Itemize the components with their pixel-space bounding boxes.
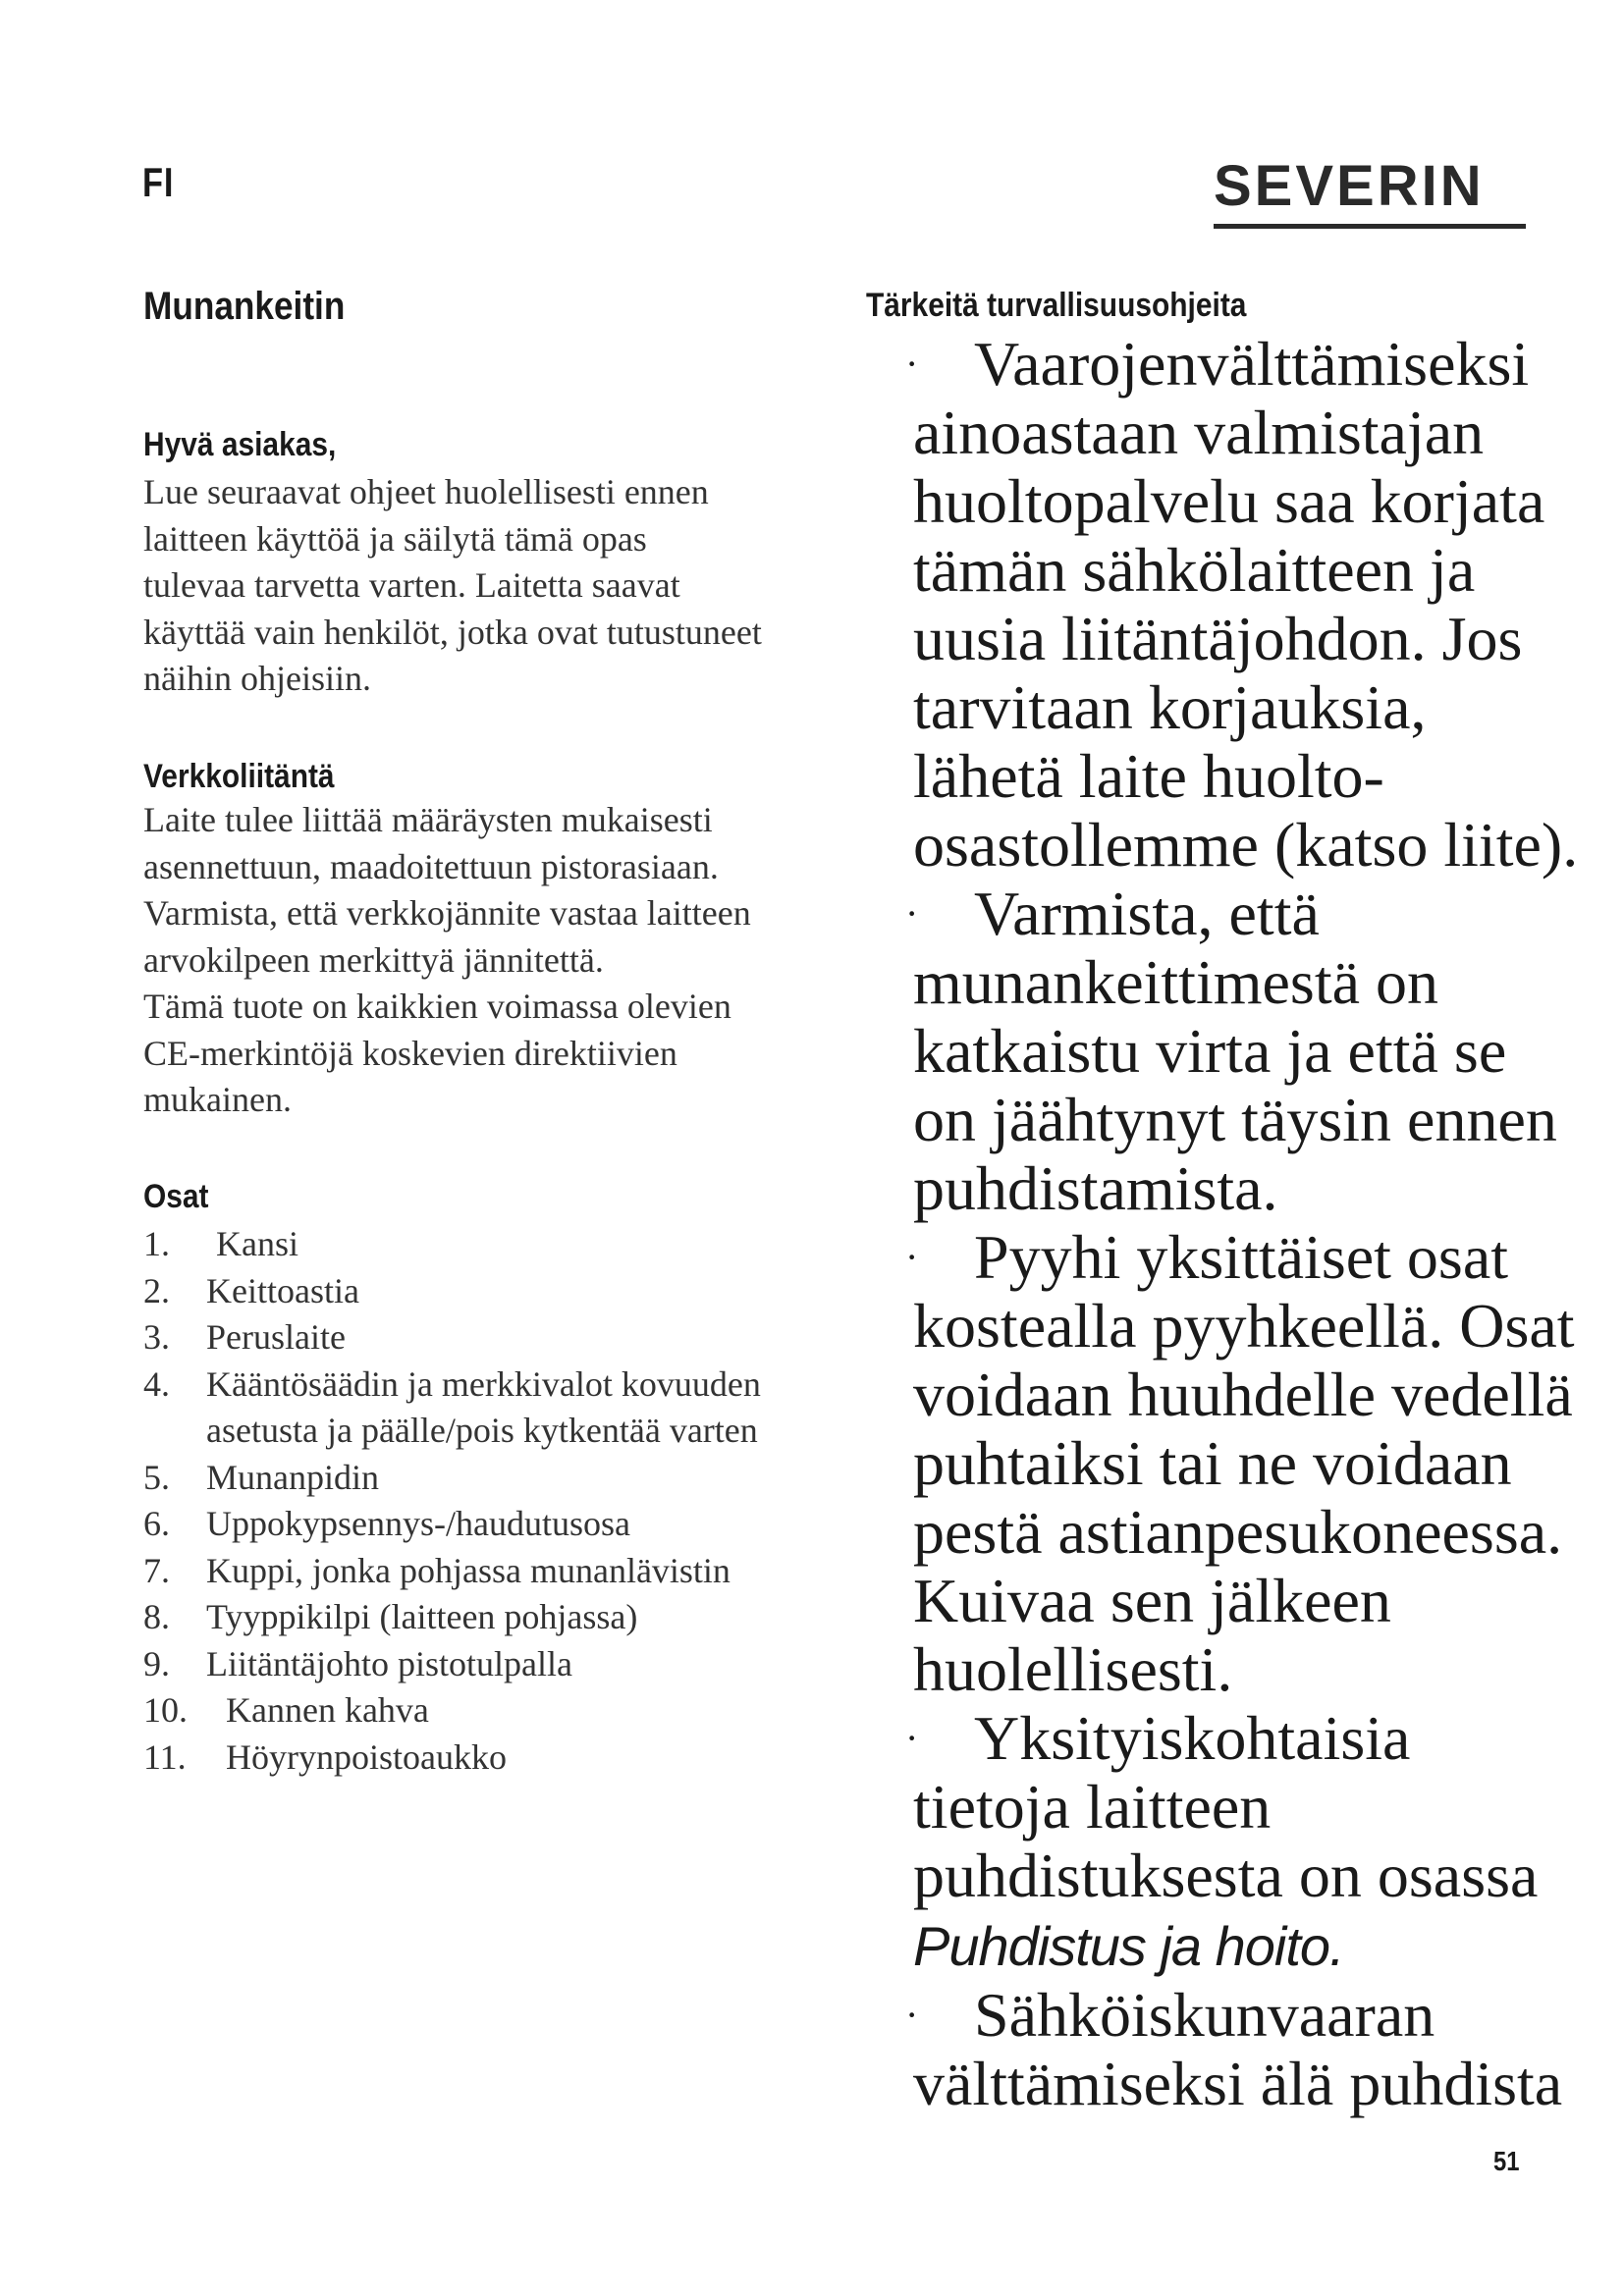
greeting-text: Lue seuraavat ohjeet huolellisesti ennen laitteen käyttöä ja säilytä tämä opas tulevaa tarvetta varten. Laitetta saavat käyttää vain henkilöt, jotka ovat tutustuneet näihin ohjeisiin. bbox=[143, 472, 762, 698]
list-item bbox=[905, 879, 1583, 1223]
item-text: Pyyhi yksittäiset osat kostealla pyyhkeellä. Osat voidaan huuhdelle vedellä puhtaiksi tai ne voidaan pestä astianpesukoneessa. Kuivaa sen jälkeen huolellisesti. bbox=[913, 1222, 1575, 1704]
brand-underline bbox=[1214, 224, 1526, 229]
list-item bbox=[143, 1735, 880, 1782]
item-number: 5. bbox=[143, 1457, 170, 1497]
item-text: Varmista, että munankeittimestä on katkaistu virta ja että se on jäähtynyt täysin ennen puhdistamista. bbox=[913, 879, 1557, 1223]
list-item bbox=[143, 1455, 880, 1502]
item-text: Sähköiskunvaaran välttämiseksi älä puhdista bbox=[913, 1980, 1563, 2118]
item-number: 9. bbox=[143, 1643, 170, 1683]
item-number: 8. bbox=[143, 1597, 170, 1636]
safety-heading: Tärkeitä turvallisuusohjeita bbox=[866, 287, 1247, 324]
item-number: 1. bbox=[143, 1224, 170, 1263]
greeting-heading: Hyvä asiakas, bbox=[143, 426, 337, 463]
item-text: Keittoastia bbox=[206, 1270, 359, 1310]
parts-list bbox=[143, 1221, 880, 1781]
item-text: Vaarojenvälttämiseksi ainoastaan valmistajan huoltopalvelu saa korjata tämän sähkölaitteen ja uusia liitäntäjohdon. Jos tarvitaan korjauksia, lähetä laite huolto-osastollemme (katso liite). bbox=[913, 329, 1579, 880]
page-number: 51 bbox=[1493, 2146, 1520, 2176]
safety-list bbox=[895, 330, 1583, 2118]
brand-logo bbox=[1214, 154, 1528, 229]
item-text: Kääntösäädin ja merkkivalot kovuuden asetusta ja päälle/pois kytkentää varten bbox=[206, 1363, 761, 1450]
bullet-icon: · bbox=[905, 891, 919, 935]
list-item bbox=[143, 1687, 880, 1735]
item-number: 10. bbox=[143, 1690, 188, 1730]
bullet-icon: · bbox=[905, 1993, 919, 2037]
mains-text: Laite tulee liittää määräysten mukaisesti asennettuun, maadoitettuun pistorasiaan. Varmista, että verkkojännite vastaa laitteen arvokilpeen merkittyä jännitettä. Tämä tuote on kaikkien voimassa olevien CE-merkintöjä koskevien direktiivien mukainen. bbox=[143, 800, 751, 1119]
item-text: Uppokypsennys-/haudutusosa bbox=[206, 1504, 630, 1543]
item-text: Kannen kahva bbox=[226, 1690, 429, 1730]
item-text: Tyyppikilpi (laitteen pohjassa) bbox=[206, 1597, 638, 1636]
item-text: Höyrynpoistoaukko bbox=[226, 1736, 507, 1777]
list-item bbox=[905, 1222, 1583, 1704]
item-text: Kansi bbox=[216, 1224, 298, 1263]
item-text: Kuppi, jonka pohjassa munanlävistin bbox=[206, 1550, 731, 1590]
list-item bbox=[143, 1548, 880, 1595]
list-item bbox=[143, 1362, 880, 1455]
parts-heading: Osat bbox=[143, 1178, 209, 1215]
bullet-icon: · bbox=[905, 1716, 919, 1760]
item-number: 7. bbox=[143, 1550, 170, 1590]
list-item bbox=[143, 1594, 880, 1641]
bullet-icon: · bbox=[905, 342, 919, 386]
item-text: Munanpidin bbox=[206, 1457, 379, 1497]
item-text: Yksityiskohtaisia tietoja laitteen puhdistuksesta on osassa bbox=[913, 1703, 1539, 1910]
list-item bbox=[905, 1703, 1583, 1981]
list-item bbox=[143, 1221, 880, 1268]
item-number: 3. bbox=[143, 1317, 170, 1357]
list-item bbox=[143, 1268, 880, 1315]
list-item bbox=[905, 329, 1583, 880]
page-title: Munankeitin bbox=[143, 285, 346, 328]
item-number: 6. bbox=[143, 1504, 170, 1543]
list-item bbox=[143, 1501, 880, 1548]
item-number: 4. bbox=[143, 1363, 170, 1404]
bullet-icon: · bbox=[905, 1235, 919, 1279]
mains-heading: Verkkoliitäntä bbox=[143, 758, 335, 795]
item-text: Peruslaite bbox=[206, 1317, 346, 1357]
language-code: FI bbox=[142, 159, 175, 205]
item-number: 2. bbox=[143, 1270, 170, 1310]
item-number: 11. bbox=[143, 1736, 187, 1777]
list-item bbox=[143, 1314, 880, 1362]
brand-name: SEVERIN bbox=[1214, 154, 1485, 218]
item-text: Liitäntäjohto pistotulpalla bbox=[206, 1643, 572, 1683]
list-item bbox=[143, 1641, 880, 1688]
section-reference: Puhdistus ja hoito. bbox=[913, 1915, 1344, 1977]
list-item bbox=[905, 1980, 1583, 2118]
